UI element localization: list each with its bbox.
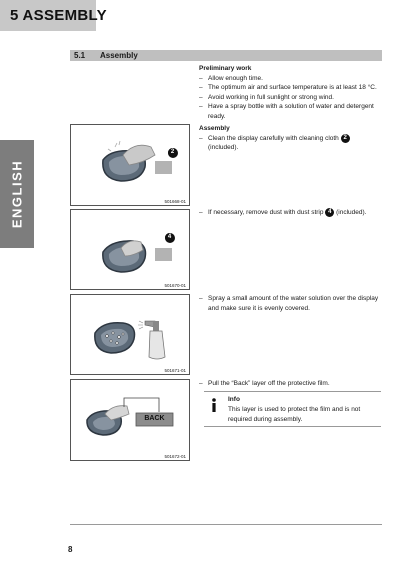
spray-bottle-illustration — [71, 295, 189, 374]
list-item: – Have a spray bottle with a solution of water and detergent ready. — [199, 103, 374, 120]
callout-badge: 2 — [341, 134, 350, 143]
assembly-step-2: – If necessary, remove dust with dust strip 4 (included). — [199, 209, 367, 217]
language-tab — [0, 140, 34, 248]
figure-dust-strip — [70, 209, 190, 290]
figure-back-layer — [70, 379, 190, 461]
preliminary-heading: Preliminary work — [199, 65, 252, 72]
assembly-step-2-block — [199, 208, 381, 218]
dust-strip-illustration — [71, 210, 189, 289]
info-title: Info — [228, 396, 240, 403]
back-layer-label: BACK — [144, 415, 165, 422]
language-label: ENGLISH — [9, 159, 25, 229]
info-icon — [209, 397, 219, 413]
page-number: 8 — [68, 545, 73, 554]
footer-divider — [70, 524, 382, 525]
callout-badge: 4 — [325, 208, 334, 217]
list-item: – Avoid working in full sunlight or strong wind. — [199, 93, 334, 101]
info-text: This layer is used to protect the film and is not required during assembly. — [228, 406, 361, 423]
assembly-step-4: – Pull the “Back” layer off the protective film. — [199, 380, 330, 387]
cleaning-cloth-illustration — [71, 125, 189, 205]
section-title: Assembly — [100, 51, 138, 60]
assembly-heading: Assembly — [199, 125, 230, 132]
figure-callout-badge: 2 — [168, 148, 177, 157]
assembly-step-3-block — [199, 294, 381, 313]
preliminary-work-block — [199, 64, 381, 153]
figure-spray-bottle — [70, 294, 190, 375]
section-header — [70, 50, 382, 61]
chapter-title: 5 ASSEMBLY — [10, 7, 107, 24]
assembly-step-1: – Clean the display carefully with cleaning cloth 2 (included). — [199, 134, 381, 153]
figure-code: 501668-01 — [164, 199, 186, 204]
chapter-header — [0, 0, 107, 31]
info-box — [204, 391, 381, 427]
assembly-step-3: – Spray a small amount of the water solution over the display and make sure it is evenly covered. — [199, 295, 379, 312]
figure-cleaning-cloth — [70, 124, 190, 206]
figure-code: 501670-01 — [164, 283, 186, 288]
figure-code: 501671-01 — [164, 368, 186, 373]
figure-callout-badge: 4 — [165, 233, 174, 242]
list-item: – Allow enough time. — [199, 74, 263, 82]
section-number: 5.1 — [74, 51, 86, 60]
figure-code: 501672-01 — [164, 454, 186, 459]
list-item: – The optimum air and surface temperature is at least 18 °C. — [199, 84, 377, 91]
assembly-step-4-block — [199, 379, 381, 389]
